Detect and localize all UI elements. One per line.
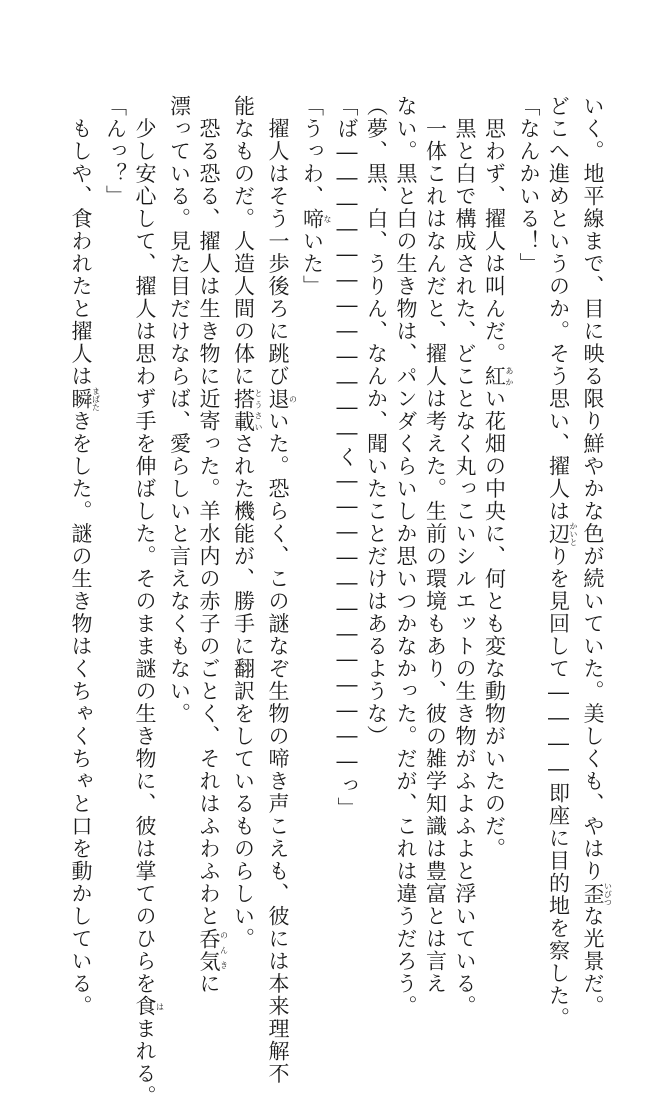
text-line: ない。黒と白の生き物は、パンダくらいしか思いつかなかった。だが、これは違うだろう。: [394, 95, 418, 1018]
text-line: 恐る恐る、擢人は生き物に近寄った。羊水内の赤子のごとく、それはふわふわと呑気のんきに: [197, 95, 229, 995]
text-line: 「なんかいる！」: [517, 95, 541, 275]
furigana: 歪いびつ: [581, 881, 613, 906]
text-line: 能なものだ。人造人間の体に搭載とうさいされた機能が、勝手に翻訳をしているものらしい。: [231, 95, 263, 950]
text-line: 「ば――――――――――――く――――――――――――っ」: [335, 95, 359, 820]
text-line: どこへ進めというのか。そう思い、擢人は辺かいとりを見回して――――即座に目的地を察した。: [546, 95, 578, 1030]
vertical-text-block: [50, 95, 613, 1108]
text-line: いく。地平線まで、目に映る限り鮮やかな色が続いていた。美しくも、やはり歪いびつな光景だ。: [581, 95, 613, 1018]
text-line: 「うっわ、啼ないた」: [300, 95, 332, 298]
furigana: 食は: [133, 995, 165, 1018]
furigana: 啼な: [300, 207, 332, 230]
furigana: 呑気のんき: [197, 927, 229, 973]
text-line: 一体これはなんだと、擢人は考えた。生前の環境もあり、彼の雑学知識は豊富とは言え: [423, 95, 448, 995]
furigana: 紅あか: [482, 365, 514, 388]
text-line: 少し安心して、擢人は思わず手を伸ばした。そのまま謎の生き物に、彼は掌てのひらを食はまれる。: [133, 95, 165, 1108]
text-line: （夢、黒、白、うりん、なんか、聞いたことだけはあるような）: [364, 95, 389, 748]
text-line: もしや、食われたと擢人は瞬まばたきをした。謎の生き物はくちゃくちゃと口を動かしている。: [69, 95, 101, 1018]
furigana: 辺かいと: [546, 521, 578, 546]
furigana: 瞬まばた: [69, 386, 101, 411]
text-line: 擢人はそう一歩後ろに跳び退のいた。恐らく、この謎なぞ生物の啼き声こえも、彼には本来理解不: [266, 95, 298, 1085]
text-line: 「んっ？」: [103, 95, 128, 208]
furigana: 退の: [266, 387, 298, 410]
text-line: 黒と白で構成された、どことなく丸っこいシルエットの生き物がふよふよと浮いている。: [453, 95, 477, 1018]
text-line: 思わず、擢人は叫んだ。紅あかい花畑の中央に、何とも変な動物がいたのだ。: [482, 95, 514, 860]
text-line: 漂っている。見た目だけならば、愛らしいと言えなくもない。: [167, 95, 192, 725]
furigana: 搭載とうさい: [231, 387, 263, 433]
